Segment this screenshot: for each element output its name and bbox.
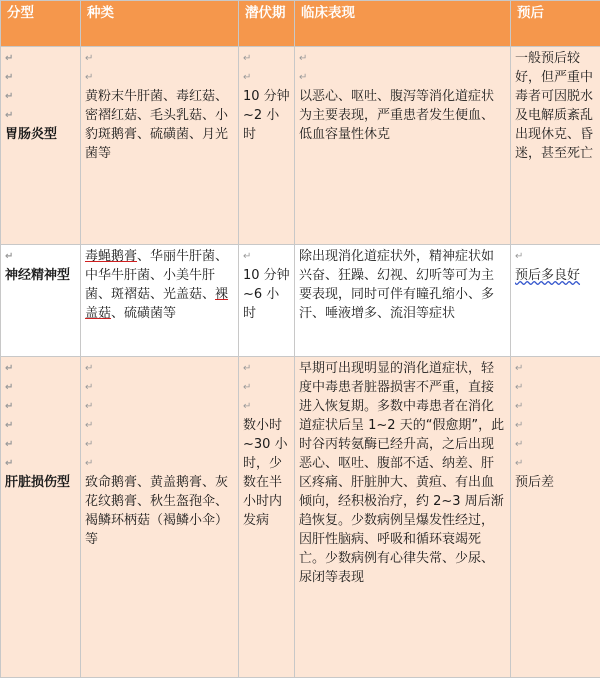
return-mark: ↵ (85, 397, 234, 416)
return-mark: ↵ (85, 378, 234, 397)
incubation-text: 10 分钟 ~2 小时 (243, 89, 290, 142)
table-row (1, 245, 600, 357)
return-mark: ↵ (515, 378, 596, 397)
species-text: 、华丽牛肝菌、中华牛肝菌、小美牛肝菌、斑褶菇、光盖菇、 (85, 249, 228, 302)
return-mark: ↵ (243, 378, 290, 397)
return-mark: ↵ (243, 397, 290, 416)
return-mark: ↵ (243, 68, 290, 87)
return-mark: ↵ (515, 359, 596, 378)
cell-type (1, 47, 81, 245)
symptoms-text: 除出现消化道症状外，精神症状如兴奋、狂躁、幻视、幻听等可为主要表现，同时可伴有瞳孔缩小、多汗、唾液增多、流泪等症状 (299, 249, 494, 321)
header-species: 种类 (81, 1, 239, 47)
cell-prognosis (511, 245, 600, 357)
cell-incubation (239, 357, 295, 678)
return-mark: ↵ (515, 397, 596, 416)
header-prognosis: 预后 (511, 1, 600, 47)
header-row (1, 1, 600, 47)
cell-incubation (239, 245, 295, 357)
symptoms-text: 早期可出现明显的消化道症状，轻度中毒患者脏器损害不严重，直接进入恢复期。多数中毒患者在消化道症状后呈 1~2 天的“假愈期”，此时谷丙转氨酶已经升高，之后出现恶心、呕吐、腹部不适、纳差、肝区疼痛、肝脏肿大、黄疸、有出血倾向，经积极治疗，约 2~3 周后渐趋恢复。少数病例呈爆发性经过，因肝性脑病、呼吸和循环衰竭死亡。少数病例有心律失常、少尿、尿闭等表现 (299, 361, 504, 585)
return-mark: ↵ (85, 68, 234, 87)
incubation-text: 数小时~30 小时，少数在半小时内发病 (243, 418, 288, 528)
return-mark: ↵ (5, 68, 76, 87)
return-mark: ↵ (515, 416, 596, 435)
return-mark: ↵ (5, 359, 76, 378)
poison-type-label: 胃肠炎型 (5, 127, 57, 142)
return-mark: ↵ (515, 247, 596, 266)
return-mark: ↵ (5, 454, 76, 473)
prognosis-text: 一般预后较好，但严重中毒者可因脱水及电解质紊乱出现休克、昏迷，甚至死亡 (515, 51, 593, 161)
poison-type-label: 神经精神型 (5, 268, 70, 283)
header-type: 分型 (1, 1, 81, 47)
return-mark: ↵ (5, 247, 76, 266)
cell-species (81, 47, 239, 245)
incubation-text: 10 分钟 ~6 小时 (243, 268, 290, 321)
return-mark: ↵ (515, 454, 596, 473)
return-mark: ↵ (5, 49, 76, 68)
cell-prognosis (511, 47, 600, 245)
cell-species (81, 245, 239, 357)
return-mark: ↵ (5, 106, 76, 125)
return-mark: ↵ (85, 416, 234, 435)
return-mark: ↵ (85, 359, 234, 378)
cell-symptoms (295, 357, 511, 678)
prognosis-text: 预后多良好 (515, 268, 580, 283)
cell-species (81, 357, 239, 678)
cell-prognosis (511, 357, 600, 678)
table-row (1, 357, 600, 678)
return-mark: ↵ (5, 397, 76, 416)
return-mark: ↵ (5, 378, 76, 397)
return-mark: ↵ (85, 49, 234, 68)
return-mark: ↵ (5, 87, 76, 106)
symptoms-text: 以恶心、呕吐、腹泻等消化道症状为主要表现，严重患者发生便血、低血容量性休克 (299, 89, 494, 142)
return-mark: ↵ (299, 68, 506, 87)
cell-symptoms (295, 245, 511, 357)
return-mark: ↵ (515, 435, 596, 454)
species-text: 、硫磺菌等 (111, 306, 176, 321)
cell-incubation (239, 47, 295, 245)
return-mark: ↵ (85, 454, 234, 473)
return-mark: ↵ (85, 435, 234, 454)
return-mark: ↵ (243, 49, 290, 68)
poison-type-label: 肝脏损伤型 (5, 475, 70, 490)
cell-type (1, 245, 81, 357)
return-mark: ↵ (243, 359, 290, 378)
return-mark: ↵ (5, 435, 76, 454)
species-text: 黄粉末牛肝菌、毒红菇、密褶红菇、毛头乳菇、小豹斑鹅膏、硫磺菌、月光菌等 (85, 89, 228, 161)
header-incubation: 潜伏期 (239, 1, 295, 47)
species-highlight: 毒蝇鹅膏 (85, 249, 137, 264)
species-highlight: 裸盖菇 (85, 287, 228, 321)
cell-symptoms (295, 47, 511, 245)
species-text: 致命鹅膏、黄盖鹅膏、灰花纹鹅膏、秋生盔孢伞、褐鳞环柄菇（褐鳞小伞）等 (85, 475, 228, 547)
table-row (1, 47, 600, 245)
return-mark: ↵ (299, 49, 506, 68)
header-symptoms: 临床表现 (295, 1, 511, 47)
return-mark: ↵ (5, 416, 76, 435)
cell-type (1, 357, 81, 678)
prognosis-text: 预后差 (515, 475, 554, 490)
return-mark: ↵ (243, 247, 290, 266)
